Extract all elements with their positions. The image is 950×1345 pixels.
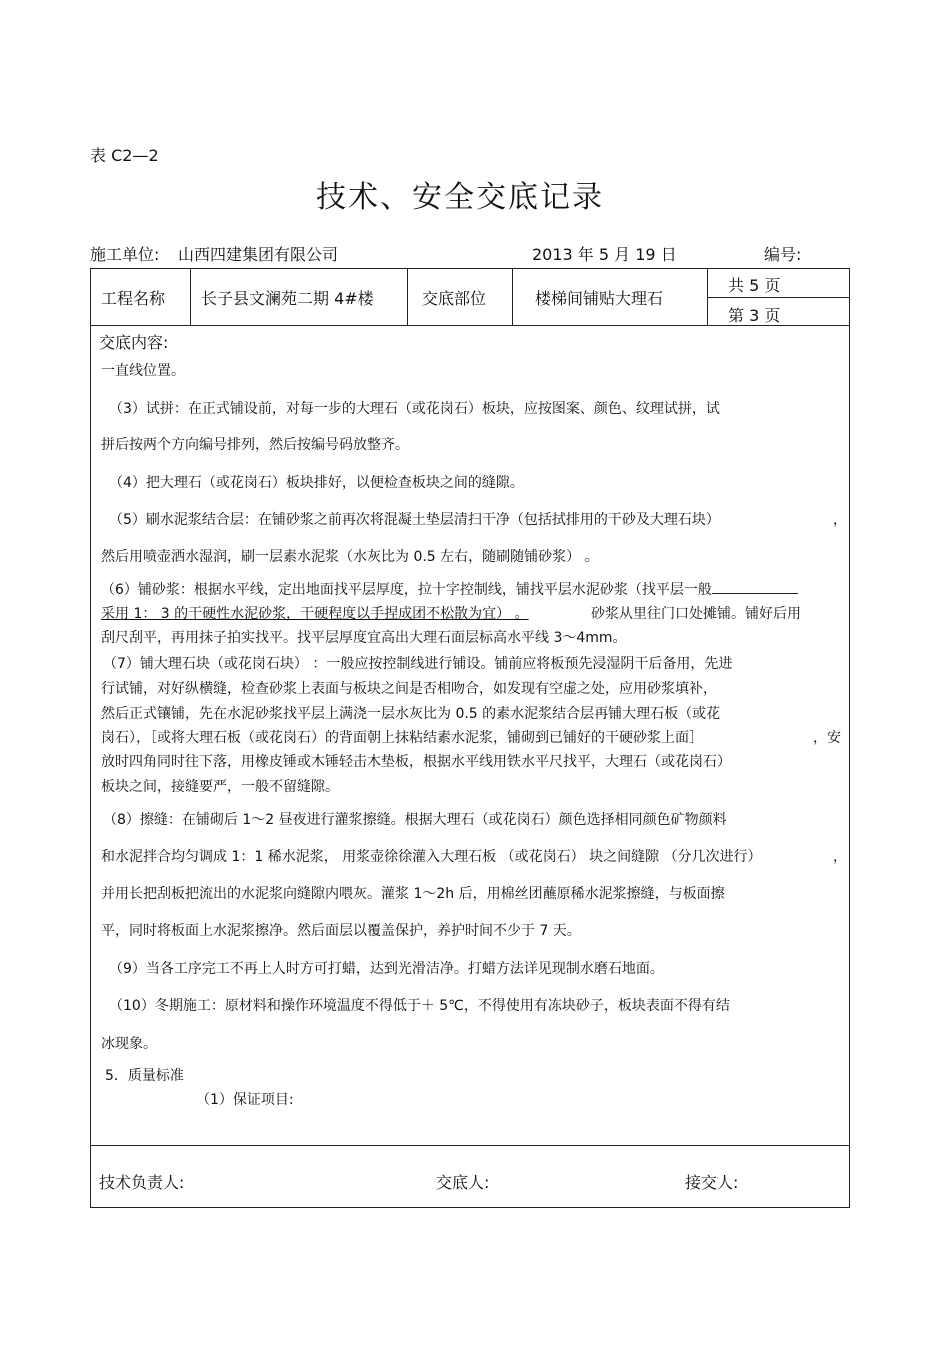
disclosure-part-label: 交底部位 [422, 289, 487, 308]
content-line: 刮尺刮平，再用抹子拍实找平。找平层厚度宜高出大理石面层标高水平线 3～4mm。 [101, 630, 627, 646]
divider [91, 1145, 849, 1146]
content-line: 冰现象。 [101, 1036, 157, 1052]
divider [512, 269, 513, 325]
construction-unit-value: 山西四建集团有限公司 [178, 245, 339, 264]
content-line: （10）冬期施工：原材料和操作环境温度不得低于＋ 5℃，不得使用有冻块砂子，板块表面不得有结 [109, 998, 730, 1014]
divider [707, 297, 849, 298]
construction-unit-label: 施工单位: [90, 245, 160, 264]
record-number-label: 编号: [764, 245, 802, 264]
content-line: 板块之间，接缝要严，一般不留缝隙。 [101, 779, 339, 795]
disclosure-table [90, 268, 850, 1208]
document-title: 技术、安全交底记录 [316, 180, 604, 215]
content-line: （1）保证项目: [196, 1092, 294, 1108]
content-line: 砂浆从里往门口处摊铺。铺好后用 [591, 606, 801, 622]
disclosure-part-value: 楼梯间铺贴大理石 [535, 289, 664, 308]
content-line: （3）试拼：在正式铺设前，对每一步的大理石（或花岗石）板块，应按图案、颜色、纹理试拼，试 [109, 401, 720, 417]
receiver-signature: 接交人: [685, 1173, 739, 1192]
content-line-underlined: 采用 1： 3 的干硬性水泥砂浆，干硬程度以手捏成团不松散为宜） 。 [101, 606, 529, 622]
content-line: 平，同时将板面上水泥浆擦净。然后面层以覆盖保护，养护时间不少于 7 天。 [101, 923, 581, 939]
discloser-signature: 交底人: [436, 1173, 490, 1192]
content-line: 和水泥拌合均匀调成 1：1 稀水泥浆， 用浆壶徐徐灌入大理石板 （或花岗石） 块之间缝隙 （分几次进行） [101, 849, 762, 865]
content-line: ， [833, 849, 847, 865]
content-line: （7）铺大理石块（或花岗石块） ：一般应按控制线进行铺设。铺前应将板预先浸湿阴干后备用，先进 [103, 656, 733, 672]
content-line: （8）擦缝：在铺砌后 1～2 昼夜进行灌浆擦缝。根据大理石（或花岗石）颜色选择相同颜色矿物颜料 [103, 812, 727, 828]
content-line-text: （6）铺砂浆：根据水平线，定出地面找平层厚度，拉十字控制线，铺找平层水泥砂浆（找平层一般 [101, 582, 712, 598]
divider [407, 269, 408, 325]
content-line [101, 579, 798, 599]
divider [190, 269, 191, 325]
record-date: 2013 年 5 月 19 日 [532, 245, 677, 264]
content-line: ， [833, 512, 847, 528]
content-line: 5．质量标准 [105, 1068, 184, 1084]
content-line: 然后正式镶铺，先在水泥砂浆找平层上满浇一层水灰比为 0.5 的素水泥浆结合层再铺大理石板（或花 [101, 706, 721, 722]
current-page: 第 3 页 [728, 306, 781, 325]
content-line: ，安 [813, 730, 841, 746]
project-name-label: 工程名称 [101, 289, 166, 308]
content-heading: 交底内容: [99, 333, 169, 352]
content-line: 然后用喷壶洒水湿润，刷一层素水泥浆（水灰比为 0.5 左右，随刷随铺砂浆） 。 [101, 549, 599, 565]
content-line: 并用长把刮板把流出的水泥浆向缝隙内喂灰。灌浆 1～2h 后，用棉丝团蘸原稀水泥浆擦缝，与板面擦 [101, 886, 725, 902]
tech-lead-signature: 技术负责人: [99, 1173, 185, 1192]
form-code: 表 C2—2 [90, 146, 159, 165]
content-line: （5）刷水泥浆结合层：在铺砂浆之前再次将混凝土垫层清扫干净（包括拭排用的干砂及大理石块） [109, 512, 720, 528]
total-pages: 共 5 页 [728, 276, 781, 295]
content-line: 岗石），［或将大理石板（或花岗石）的背面朝上抹粘结素水泥浆，铺砌到已铺好的干硬砂浆上面］ [101, 730, 703, 746]
project-name-value: 长子县文澜苑二期 4#楼 [201, 289, 374, 308]
underline-blank [712, 579, 798, 594]
content-line: 一直线位置。 [101, 363, 185, 379]
content-line: 拼后按两个方向编号排列，然后按编号码放整齐。 [101, 437, 409, 453]
content-line: （4）把大理石（或花岗石）板块排好，以便检查板块之间的缝隙。 [109, 475, 524, 491]
content-line: 放时四角同时往下落，用橡皮锤或木锤轻击木垫板，根据水平线用铁水平尺找平，大理石（或花岗石） [101, 754, 731, 770]
content-line: 行试铺，对好纵横缝，检查砂浆上表面与板块之间是否相吻合，如发现有空虚之处，应用砂浆填补， [101, 681, 717, 697]
content-line: （9）当各工序完工不再上人时方可打蜡，达到光滑洁净。打蜡方法详见现制水磨石地面。 [109, 961, 664, 977]
